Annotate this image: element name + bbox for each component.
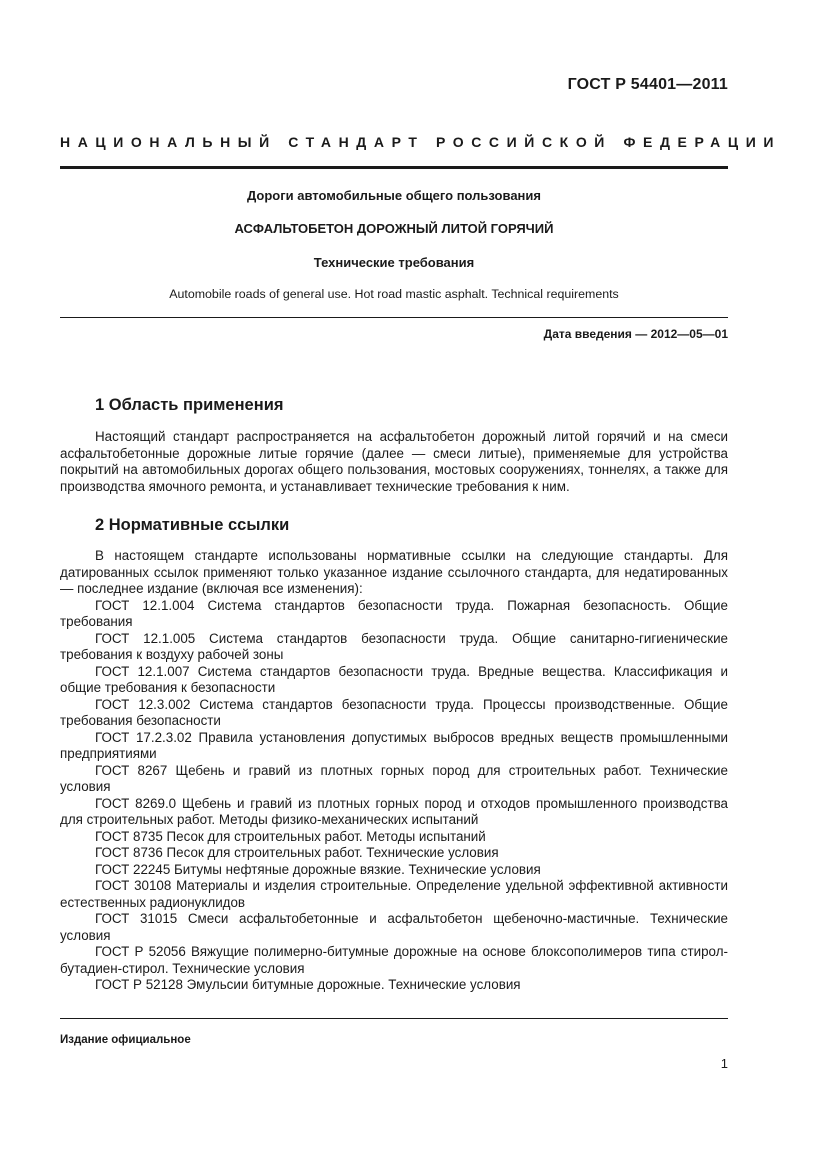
- header-rule: [60, 166, 728, 169]
- national-standard-banner: НАЦИОНАЛЬНЫЙ СТАНДАРТ РОССИЙСКОЙ ФЕДЕРАЦИИ: [60, 134, 782, 150]
- reference-item: ГОСТ 30108 Материалы и изделия строительные. Определение удельной эффективной активности естественных радионуклидов: [60, 878, 728, 910]
- reference-item: ГОСТ 12.1.004 Система стандартов безопасности труда. Пожарная безопасность. Общие требования: [60, 597, 728, 629]
- page-number: 1: [720, 1056, 728, 1071]
- section-1-paragraph: Настоящий стандарт распространяется на асфальтобетон дорожный литой горячий и на смеси асфальтобетонные дорожные литые горячие (далее — смеси литые), применяемые для устройства покрытий на автомобильных дорогах общего пользования, мостовых сооружениях, тоннелях, а также для производства ямочного ремонта, и устанавливает технические требования к ним.: [60, 429, 728, 494]
- gost-code: ГОСТ Р 54401—2011: [567, 76, 728, 93]
- reference-item: ГОСТ 8735 Песок для строительных работ. Методы испытаний: [95, 828, 486, 844]
- reference-item: ГОСТ 12.1.007 Система стандартов безопасности труда. Вредные вещества. Классификация и общие требования к безопасности: [60, 663, 728, 695]
- section-2-heading: 2 Нормативные ссылки: [95, 516, 290, 534]
- title-rule: [60, 317, 728, 318]
- official-edition-label: Издание официальное: [60, 1034, 191, 1046]
- title-line-3: Технические требования: [313, 255, 475, 270]
- title-line-2: АСФАЛЬТОБЕТОН ДОРОЖНЫЙ ЛИТОЙ ГОРЯЧИЙ: [234, 221, 554, 236]
- reference-item: ГОСТ 8267 Щебень и гравий из плотных горных пород для строительных работ. Технические условия: [60, 762, 728, 794]
- title-line-1: Дороги автомобильные общего пользования: [247, 188, 541, 203]
- section-1-heading: 1 Область применения: [95, 396, 284, 414]
- reference-item: ГОСТ 12.1.005 Система стандартов безопасности труда. Общие санитарно-гигиенические требования к воздуху рабочей зоны: [60, 630, 728, 662]
- reference-item: ГОСТ 22245 Битумы нефтяные дорожные вязкие. Технические условия: [95, 861, 541, 877]
- reference-item: ГОСТ 8736 Песок для строительных работ. Технические условия: [95, 845, 499, 860]
- reference-item: ГОСТ 12.3.002 Система стандартов безопасности труда. Процессы производственные. Общие требования безопасности: [60, 696, 728, 728]
- footer-rule: [60, 1018, 728, 1019]
- reference-item: ГОСТ Р 52128 Эмульсии битумные дорожные. Технические условия: [95, 977, 521, 992]
- reference-item: ГОСТ 17.2.3.02 Правила установления допустимых выбросов вредных веществ промышленными предприятиями: [60, 729, 728, 761]
- section-1-body: [60, 429, 728, 495]
- reference-item: ГОСТ Р 52056 Вяжущие полимерно-битумные дорожные на основе блоксополимеров типа стирол-бутадиен-стирол. Технические условия: [60, 944, 728, 976]
- section-2-intro: В настоящем стандарте использованы нормативные ссылки на следующие стандарты. Для датированных ссылок применяют только указанное издание ссылочного стандарта, для недатированных — последнее издание (включая все изменения):: [60, 548, 728, 596]
- introduction-date: Дата введения — 2012—05—01: [543, 327, 728, 341]
- english-title: Automobile roads of general use. Hot road mastic asphalt. Technical requirements: [169, 287, 619, 301]
- section-2-body: [60, 548, 728, 994]
- reference-item: ГОСТ 8269.0 Щебень и гравий из плотных горных пород и отходов промышленного производства для строительных работ. Методы физико-механических испытаний: [60, 795, 728, 827]
- reference-item: ГОСТ 31015 Смеси асфальтобетонные и асфальтобетон щебеночно-мастичные. Технические условия: [60, 911, 728, 943]
